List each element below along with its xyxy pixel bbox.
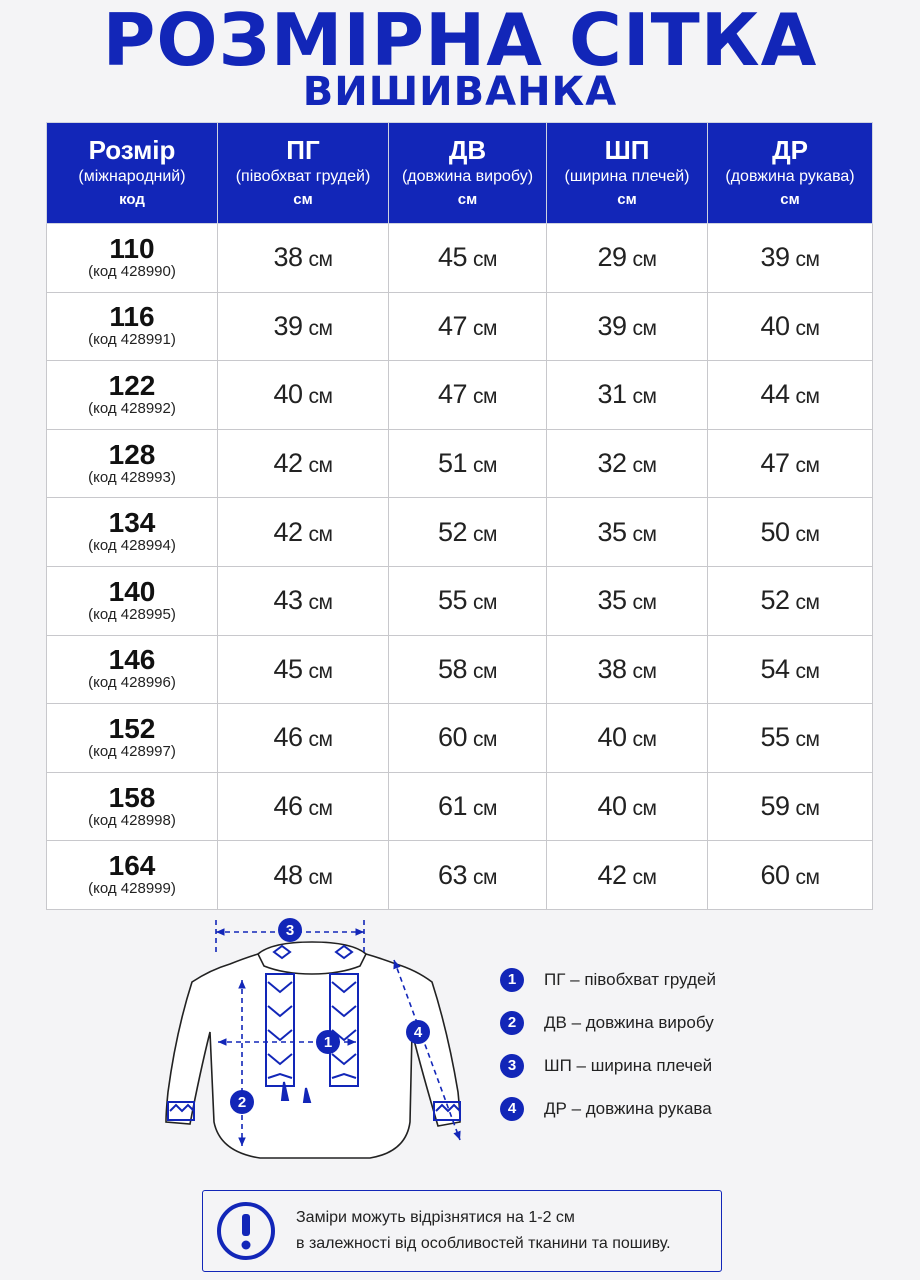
measurement-value: 42 — [273, 448, 303, 479]
measurement-value: 50 — [760, 516, 790, 547]
legend-text: ШП – ширина плечей — [544, 1055, 713, 1075]
measurement-unit: см — [632, 797, 657, 821]
size-value: 116 — [109, 301, 155, 333]
table-row — [47, 841, 873, 910]
size-code: (код 428994) — [88, 537, 176, 555]
measurement-unit: см — [632, 522, 657, 546]
measurement-value: 29 — [597, 242, 627, 273]
measurement-marker-1 — [316, 1030, 340, 1054]
measurement-value: 40 — [597, 791, 627, 822]
legend-text: ДР – довжина рукава — [544, 1098, 712, 1118]
column-unit: см — [457, 191, 478, 208]
measurement-unit: см — [632, 728, 657, 752]
dv-cell — [389, 841, 547, 910]
page-subtitle: ВИШИВАНКА — [302, 69, 618, 115]
pg-cell — [218, 224, 389, 293]
shp-cell — [547, 498, 708, 567]
measurement-unit: см — [795, 385, 820, 409]
dr-cell — [708, 566, 873, 635]
dv-cell — [389, 292, 547, 361]
size-cell — [47, 704, 218, 773]
measurement-value: 39 — [273, 310, 303, 341]
legend-item — [500, 958, 716, 1001]
size-cell — [47, 361, 218, 430]
measurement-value: 39 — [760, 242, 790, 273]
size-value: 158 — [108, 781, 156, 813]
size-value: 164 — [108, 850, 156, 882]
dv-cell — [389, 429, 547, 498]
pg-cell — [218, 704, 389, 773]
column-label: ШП — [604, 135, 650, 165]
dr-cell — [708, 429, 873, 498]
number-badge-icon: 3 — [500, 1054, 524, 1078]
size-value: 134 — [108, 507, 156, 539]
legend-item — [500, 1087, 716, 1130]
size-code: (код 428992) — [88, 399, 176, 417]
measurement-marker-3 — [278, 918, 302, 942]
measurement-value: 35 — [597, 585, 627, 616]
column-header-dv — [389, 123, 547, 224]
table-row — [47, 704, 873, 773]
dv-cell — [389, 224, 547, 293]
column-label: Розмір — [88, 135, 176, 165]
dr-cell — [708, 361, 873, 430]
measurement-value: 61 — [438, 791, 468, 822]
measurement-unit: см — [632, 454, 657, 478]
size-code: (код 428998) — [88, 811, 176, 829]
column-unit: код — [119, 191, 145, 208]
measurement-value: 58 — [438, 653, 468, 684]
measurement-value: 59 — [760, 791, 790, 822]
measurement-unit: см — [308, 797, 333, 821]
measurement-value: 52 — [760, 585, 790, 616]
table-row — [47, 566, 873, 635]
measurement-unit: см — [308, 728, 333, 752]
measurement-value: 60 — [760, 859, 790, 890]
column-desc: (довжина виробу) — [401, 168, 534, 185]
shp-cell — [547, 292, 708, 361]
column-desc: (довжина рукава) — [725, 168, 855, 185]
legend-text: ДВ – довжина виробу — [544, 1012, 714, 1032]
measurement-unit: см — [632, 316, 657, 340]
table-row — [47, 292, 873, 361]
table-row — [47, 361, 873, 430]
shp-cell — [547, 772, 708, 841]
table-body — [47, 224, 873, 910]
measurement-value: 38 — [597, 653, 627, 684]
page-title: РОЗМІРНА СІТКА — [102, 0, 818, 82]
size-value: 140 — [108, 575, 156, 607]
measurement-value: 54 — [760, 653, 790, 684]
dv-cell — [389, 498, 547, 567]
size-code: (код 428996) — [88, 674, 176, 692]
measurement-marker-4 — [406, 1020, 430, 1044]
size-code: (код 428995) — [88, 605, 176, 623]
shp-cell — [547, 361, 708, 430]
measurement-value: 48 — [273, 859, 303, 890]
measurement-unit: см — [473, 728, 497, 752]
shp-cell — [547, 429, 708, 498]
measurement-unit: см — [473, 316, 497, 340]
measurement-value: 44 — [760, 379, 790, 410]
measurement-value: 31 — [597, 379, 627, 410]
size-table — [46, 122, 873, 910]
column-unit: см — [780, 191, 800, 208]
dr-cell — [708, 292, 873, 361]
measurement-unit: см — [795, 728, 820, 752]
size-code: (код 428990) — [88, 262, 176, 280]
measurement-unit: см — [795, 591, 820, 615]
size-cell — [47, 292, 218, 361]
size-value: 122 — [108, 369, 156, 401]
measurement-value: 55 — [760, 722, 790, 753]
measurement-legend — [500, 958, 716, 1130]
dv-cell — [389, 566, 547, 635]
column-label: ДР — [772, 135, 808, 165]
measurement-unit: см — [632, 865, 657, 889]
measurement-unit: см — [308, 522, 333, 546]
measurement-value: 47 — [438, 310, 468, 341]
measurement-unit: см — [795, 797, 820, 821]
disclaimer-line: в залежності від особливостей тканини та пошиву. — [296, 1235, 671, 1252]
measurement-unit: см — [795, 248, 820, 272]
measurement-unit: см — [473, 385, 497, 409]
svg-text:2: 2 — [237, 1094, 247, 1111]
size-cell — [47, 635, 218, 704]
measurement-unit: см — [473, 522, 497, 546]
exclamation-circle-icon — [216, 1201, 276, 1261]
measurement-value: 63 — [438, 859, 468, 890]
measurement-value: 46 — [273, 791, 303, 822]
measurement-value: 45 — [273, 653, 303, 684]
size-code: (код 428993) — [88, 468, 176, 486]
legend-item — [500, 1001, 716, 1044]
size-value: 146 — [108, 644, 156, 676]
table-row — [47, 429, 873, 498]
measurement-value: 40 — [760, 310, 790, 341]
size-cell — [47, 498, 218, 567]
measurement-unit: см — [795, 865, 820, 889]
table-row — [47, 635, 873, 704]
measurement-unit: см — [473, 591, 497, 615]
measurement-unit: см — [308, 865, 333, 889]
svg-text:1: 1 — [323, 1034, 333, 1051]
number-badge-icon: 1 — [500, 968, 524, 992]
measurement-marker-2 — [230, 1090, 254, 1114]
measurement-value: 40 — [597, 722, 627, 753]
measurement-unit: см — [473, 865, 497, 889]
dv-cell — [389, 772, 547, 841]
measurement-value: 39 — [597, 310, 627, 341]
pg-cell — [218, 566, 389, 635]
table-row — [47, 772, 873, 841]
measurement-unit: см — [795, 316, 820, 340]
pg-cell — [218, 772, 389, 841]
dr-cell — [708, 772, 873, 841]
measurement-unit: см — [473, 797, 497, 821]
measurement-unit: см — [632, 659, 657, 683]
measurement-value: 47 — [760, 448, 790, 479]
measurement-unit: см — [308, 385, 333, 409]
measurement-unit: см — [473, 248, 497, 272]
size-value: 128 — [108, 438, 156, 470]
size-cell — [47, 429, 218, 498]
dr-cell — [708, 224, 873, 293]
measurement-unit: см — [795, 522, 820, 546]
shp-cell — [547, 704, 708, 773]
measurement-value: 42 — [597, 859, 627, 890]
column-desc: (півобхват грудей) — [235, 168, 371, 185]
shp-cell — [547, 224, 708, 293]
shirt-outline-icon — [166, 942, 460, 1158]
dr-cell — [708, 704, 873, 773]
size-code: (код 428999) — [88, 880, 176, 898]
svg-text:4: 4 — [413, 1024, 423, 1041]
size-cell — [47, 224, 218, 293]
dr-cell — [708, 635, 873, 704]
column-label: ПГ — [286, 135, 320, 165]
number-badge-icon: 4 — [500, 1097, 524, 1121]
table-row — [47, 224, 873, 293]
shp-cell — [547, 635, 708, 704]
column-unit: см — [617, 191, 637, 208]
table-header-row — [47, 123, 873, 224]
svg-text:3: 3 — [285, 922, 295, 939]
shp-cell — [547, 841, 708, 910]
column-desc: (міжнародний) — [78, 168, 186, 185]
measurement-unit: см — [308, 454, 333, 478]
column-unit: см — [293, 191, 313, 208]
measurement-value: 47 — [438, 379, 468, 410]
measurement-value: 35 — [597, 516, 627, 547]
column-desc: (ширина плечей) — [564, 168, 690, 185]
size-value: 110 — [109, 232, 155, 264]
measurement-unit: см — [308, 248, 333, 272]
measurement-value: 51 — [438, 448, 468, 479]
size-cell — [47, 566, 218, 635]
measurement-unit: см — [632, 385, 657, 409]
measurement-value: 55 — [438, 585, 468, 616]
measurement-value: 43 — [273, 585, 303, 616]
measurement-value: 38 — [273, 242, 303, 273]
dv-cell — [389, 635, 547, 704]
pg-cell — [218, 635, 389, 704]
pg-cell — [218, 498, 389, 567]
dr-cell — [708, 498, 873, 567]
measurement-value: 32 — [597, 448, 627, 479]
column-header-dr — [708, 123, 873, 224]
pg-cell — [218, 292, 389, 361]
dv-cell — [389, 704, 547, 773]
number-badge-icon: 2 — [500, 1011, 524, 1035]
measurement-unit: см — [308, 591, 333, 615]
column-header-pg — [218, 123, 389, 224]
size-code: (код 428991) — [88, 331, 176, 349]
disclaimer-line: Заміри можуть відрізнятися на 1-2 см — [296, 1209, 575, 1226]
pg-cell — [218, 361, 389, 430]
measurement-value: 60 — [438, 722, 468, 753]
measurement-unit: см — [308, 659, 333, 683]
size-cell — [47, 772, 218, 841]
measurement-unit: см — [473, 659, 497, 683]
shirt-diagram — [160, 912, 480, 1172]
measurement-unit: см — [308, 316, 333, 340]
measurement-unit: см — [795, 659, 820, 683]
pg-cell — [218, 429, 389, 498]
legend-item — [500, 1044, 716, 1087]
measurement-value: 40 — [273, 379, 303, 410]
shp-cell — [547, 566, 708, 635]
measurement-unit: см — [632, 248, 657, 272]
size-cell — [47, 841, 218, 910]
column-header-shp — [547, 123, 708, 224]
legend-text: ПГ – півобхват грудей — [544, 969, 716, 989]
table-row — [47, 498, 873, 567]
column-header-size — [47, 123, 218, 224]
disclaimer-text — [296, 1205, 671, 1257]
measurement-value: 42 — [273, 516, 303, 547]
measurement-unit: см — [632, 591, 657, 615]
dv-cell — [389, 361, 547, 430]
measurement-value: 52 — [438, 516, 468, 547]
measurement-value: 45 — [438, 242, 468, 273]
size-value: 152 — [108, 712, 156, 744]
dr-cell — [708, 841, 873, 910]
disclaimer-note — [202, 1190, 722, 1272]
measurement-unit: см — [795, 454, 820, 478]
size-code: (код 428997) — [88, 742, 176, 760]
measurement-value: 46 — [273, 722, 303, 753]
pg-cell — [218, 841, 389, 910]
measurement-unit: см — [473, 454, 497, 478]
column-label: ДВ — [448, 135, 487, 165]
